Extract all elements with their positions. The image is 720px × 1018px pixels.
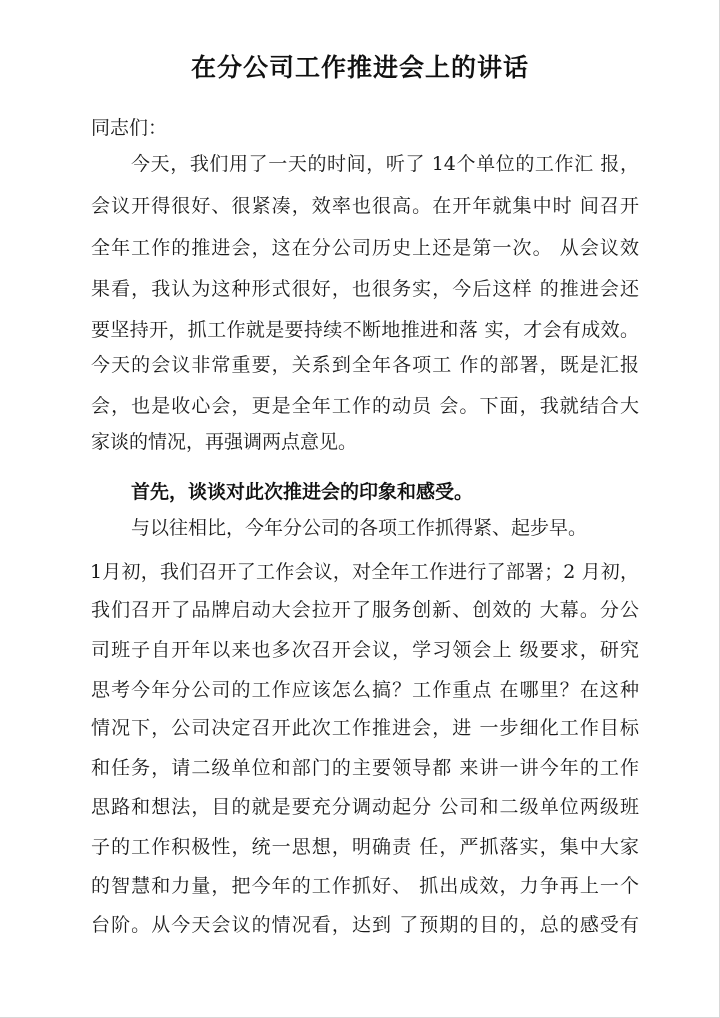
paragraph-line: 子的工作积极性，统一思想，明确责 任，严抓落实，集中大家 — [91, 836, 639, 858]
paragraph-line: 司班子自开年以来也多次召开会议，学习领会上 级要求，研究 — [91, 639, 639, 661]
paragraph-line: 会议开得很好、很紧凑，效率也很高。在开年就集中时 间召开 — [91, 195, 639, 217]
salutation: 同志们： — [91, 117, 168, 139]
paragraph-line: 要坚持开，抓工作就是要持续不断地推进和落 实，才会有成效。 — [91, 319, 639, 341]
paragraph-line: 思考今年分公司的工作应该怎么搞？工作重点 在哪里？在这种 — [91, 679, 639, 701]
paragraph-line: 果看，我认为这种形式很好，也很务实，今后这样 的推进会还 — [91, 278, 639, 300]
paragraph-line: 与以往相比，今年分公司的各项工作抓得紧、起步早。 — [131, 517, 588, 539]
paragraph-line: 台阶。从今天会议的情况看，达到 了预期的目的，总的感受有 — [91, 914, 639, 936]
paragraph-line: 会，也是收心会，更是全年工作的动员 会。下面，我就结合大 — [91, 395, 639, 417]
paragraph-line: 1月初，我们召开了工作会议，对全年工作进行了部署；2 月初， — [90, 561, 639, 583]
document-title: 在分公司工作推进会上的讲话 — [190, 53, 529, 82]
paragraph-line: 我们召开了品牌启动大会拉开了服务创新、创效的 大幕。分公 — [91, 599, 639, 621]
paragraph-line: 家谈的情况，再强调两点意见。 — [91, 431, 358, 453]
paragraph-line: 情况下，公司决定召开此次工作推进会，进 一步细化工作目标 — [91, 717, 639, 739]
paragraph-line: 的智慧和力量，把今年的工作抓好、 抓出成效，力争再上一个 — [91, 875, 639, 897]
paragraph-line: 思路和想法，目的就是要充分调动起分 公司和二级单位两级班 — [91, 796, 639, 818]
section-heading: 首先，谈谈对此次推进会的印象和感受。 — [131, 481, 474, 503]
paragraph-line: 今天的会议非常重要，关系到全年各项工 作的部署，既是汇报 — [91, 354, 639, 376]
paragraph-line: 全年工作的推进会，这在分公司历史上还是第一次。 从会议效 — [91, 237, 639, 259]
paragraph-line: 今天，我们用了一天的时间，听了 14个单位的工作汇 报， — [131, 153, 639, 175]
paragraph-line: 和任务，请二级单位和部门的主要领导都 来讲一讲今年的工作 — [91, 757, 639, 779]
